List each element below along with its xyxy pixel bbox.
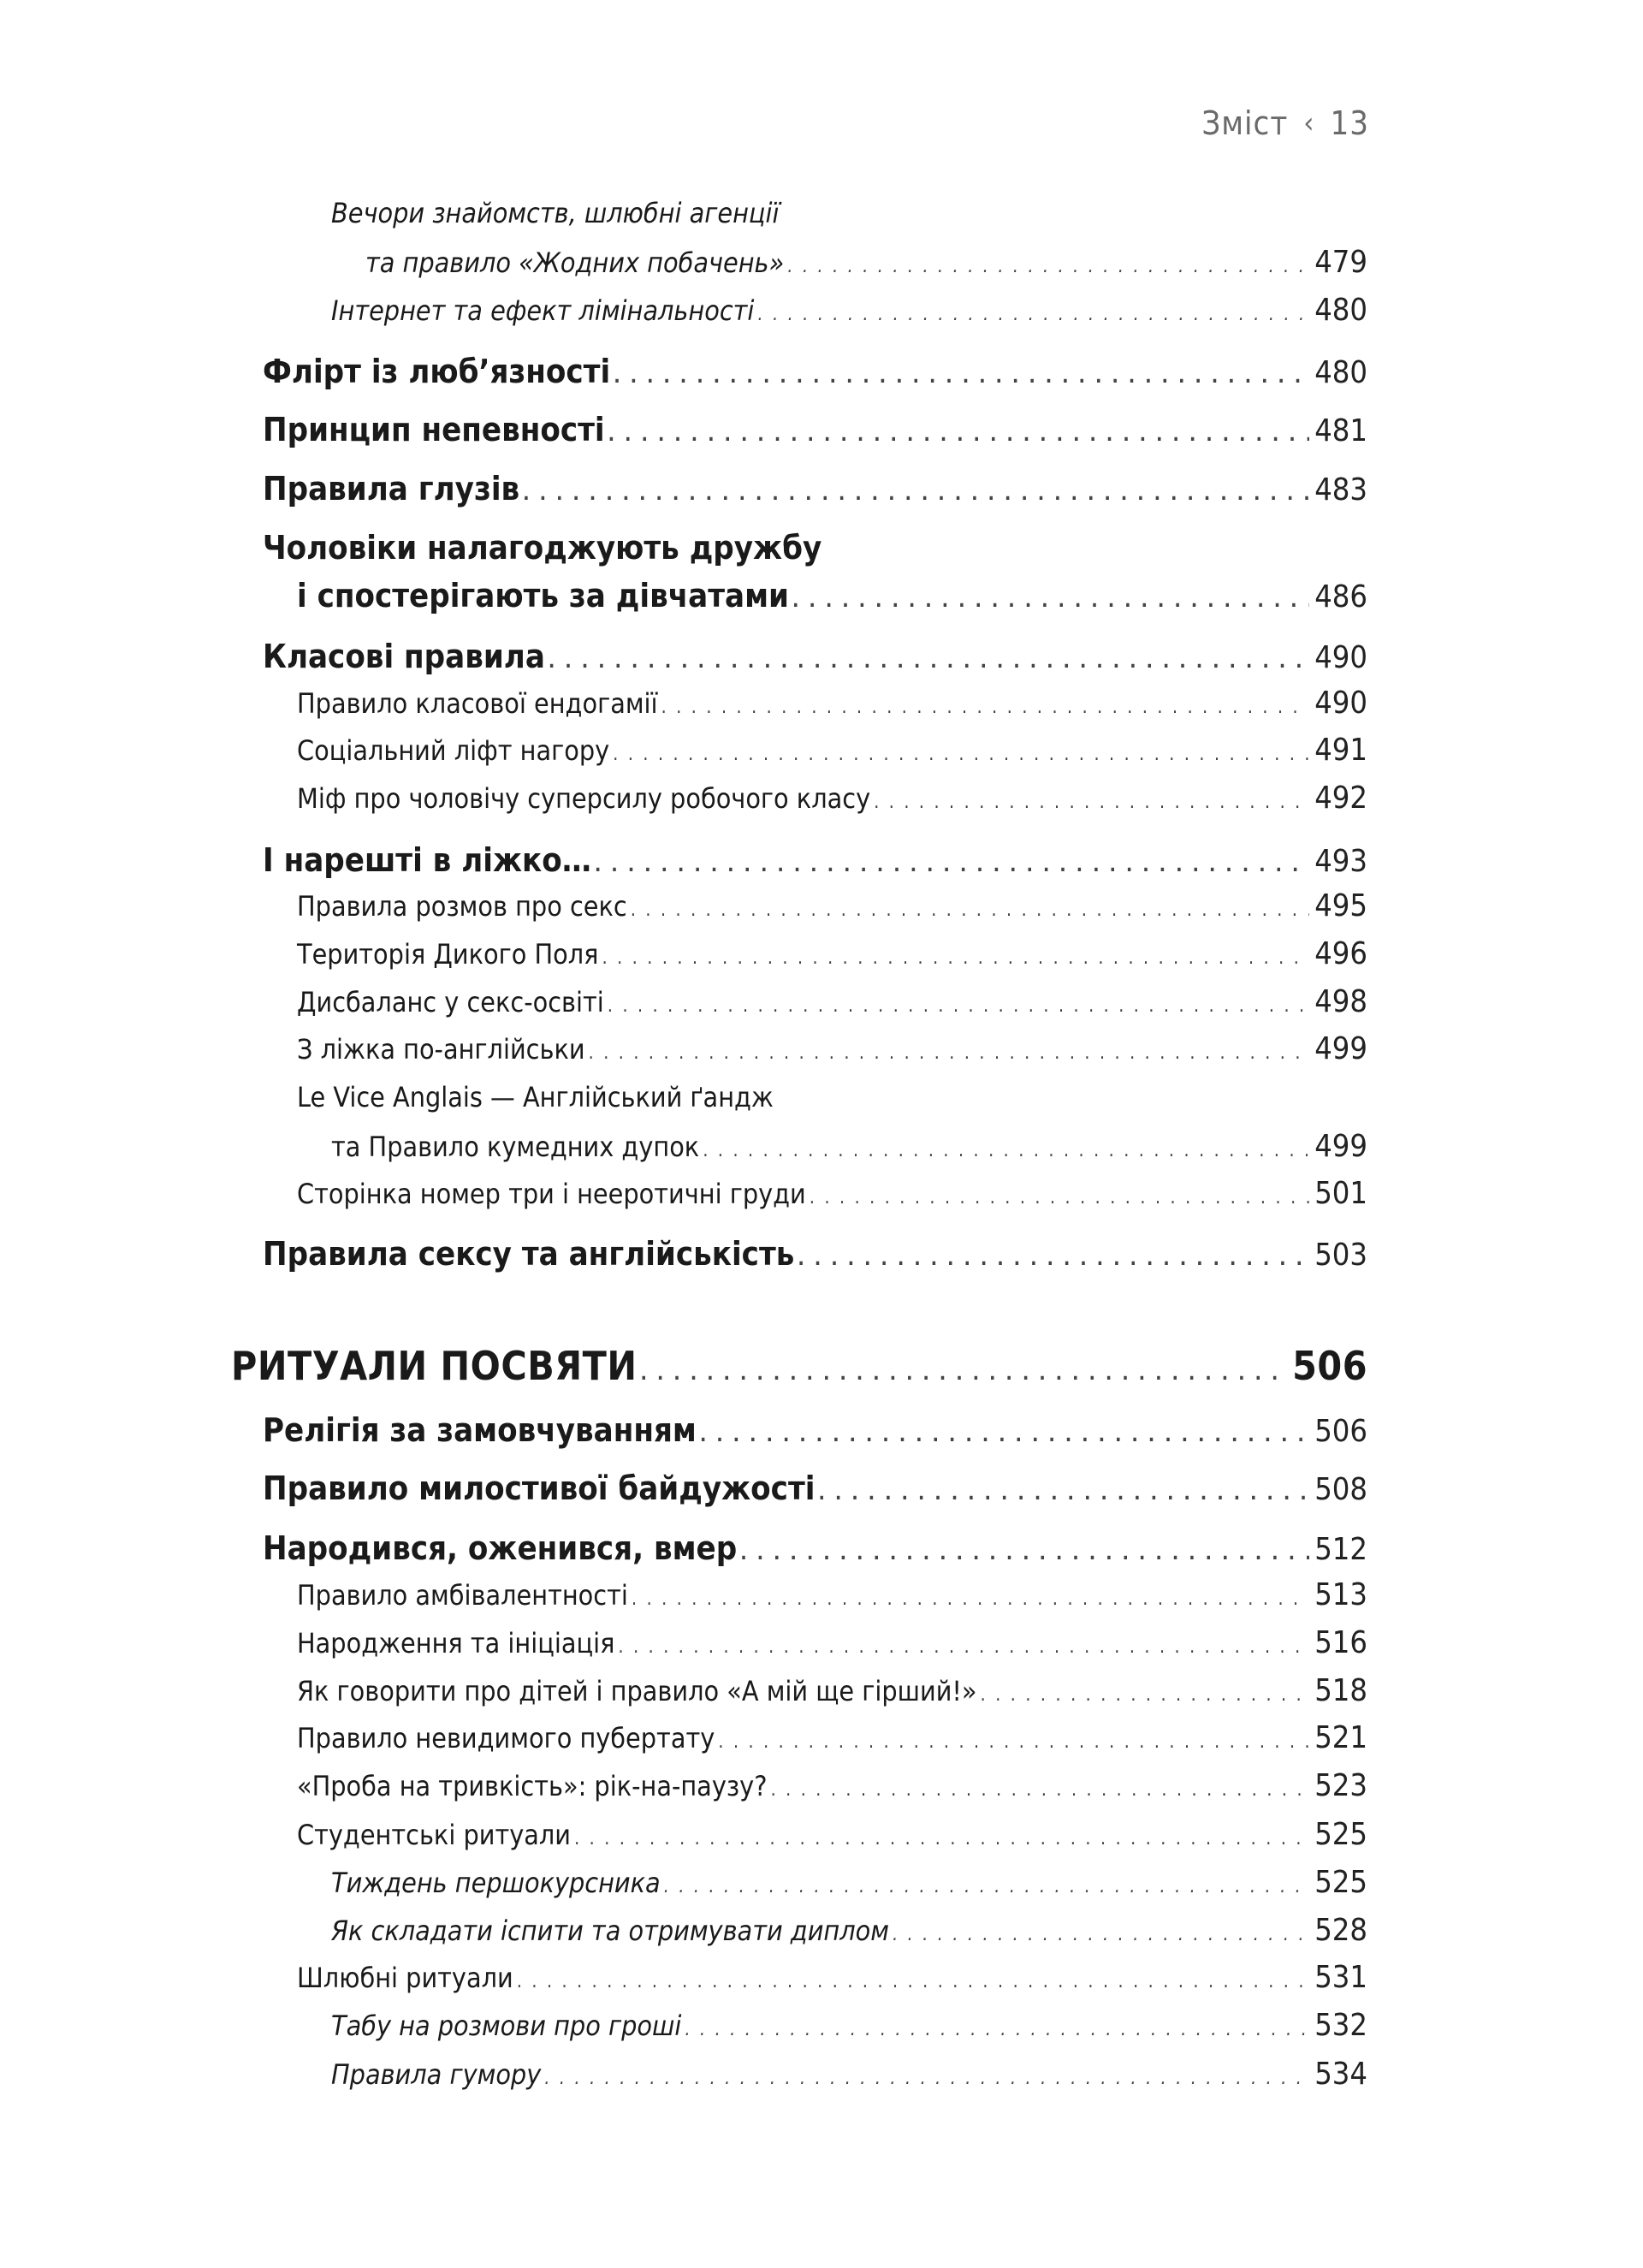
toc-entry-title: Сторінка номер три і нееротичні груди bbox=[297, 1178, 806, 1210]
toc-page-number: 481 bbox=[1314, 413, 1367, 448]
toc-page-number: 513 bbox=[1314, 1577, 1367, 1612]
dot-leader bbox=[718, 1733, 1309, 1752]
toc-entry[interactable] bbox=[297, 1768, 1367, 1803]
toc-page-number: 506 bbox=[1314, 1414, 1367, 1449]
toc-page-number: 499 bbox=[1314, 1031, 1367, 1066]
toc-page-number: 501 bbox=[1314, 1176, 1367, 1211]
toc-page-number: 486 bbox=[1314, 579, 1367, 614]
dot-leader bbox=[810, 1189, 1309, 1208]
toc-entry-title: Тиждень першокурсника bbox=[331, 1867, 661, 1899]
dot-leader bbox=[614, 368, 1309, 387]
toc-page-number: 480 bbox=[1314, 293, 1367, 328]
toc-entry-title: та правило «Жодних побачень» bbox=[365, 246, 785, 279]
toc-page-number: 518 bbox=[1314, 1673, 1367, 1708]
dot-leader bbox=[608, 426, 1310, 445]
toc-entry-title: Як складати іспити та отримувати диплом bbox=[331, 1915, 889, 1947]
toc-page-number: 480 bbox=[1314, 355, 1367, 390]
dot-leader bbox=[574, 1830, 1309, 1849]
toc-entry-title: та Правило кумедних дупок bbox=[331, 1131, 700, 1163]
toc-entry[interactable] bbox=[263, 470, 1367, 508]
toc-entry-title: Як говорити про дітей і правило «А мій ще гірший!» bbox=[297, 1675, 977, 1707]
running-header-section: Зміст bbox=[1201, 104, 1289, 142]
toc-page-number: 516 bbox=[1314, 1625, 1367, 1660]
toc-page-number: 506 bbox=[1292, 1343, 1367, 1389]
toc-entry[interactable] bbox=[263, 1529, 1367, 1567]
toc-entry[interactable] bbox=[331, 2008, 1367, 2043]
toc-page-number: 498 bbox=[1314, 984, 1367, 1019]
toc-page-number: 491 bbox=[1314, 733, 1367, 768]
toc-entry-title: Територія Дикого Поля bbox=[297, 938, 599, 971]
toc-entry[interactable] bbox=[263, 1235, 1367, 1273]
toc-entry[interactable] bbox=[331, 2057, 1367, 2092]
running-header bbox=[1201, 104, 1369, 142]
toc-entry-title: Правила глузів bbox=[263, 470, 520, 508]
toc-page-number: 503 bbox=[1314, 1238, 1367, 1273]
toc-entry-title: З ліжка по-англійськи bbox=[297, 1033, 585, 1066]
dot-leader bbox=[893, 1926, 1309, 1944]
toc-entry[interactable] bbox=[331, 293, 1367, 328]
toc-entry[interactable] bbox=[331, 1865, 1367, 1900]
toc-entry-title: Правила сексу та англійськість bbox=[263, 1235, 795, 1273]
toc-entry[interactable] bbox=[297, 936, 1367, 971]
toc-entry[interactable] bbox=[297, 577, 1367, 614]
toc-page-number: 532 bbox=[1314, 2008, 1367, 2043]
dot-leader bbox=[632, 1590, 1309, 1609]
toc-page-number: 512 bbox=[1314, 1532, 1367, 1567]
dot-leader bbox=[523, 485, 1309, 504]
toc-entry[interactable] bbox=[297, 1817, 1367, 1852]
dot-leader bbox=[631, 901, 1309, 920]
toc-entry-title: Правила розмов про секс bbox=[297, 890, 627, 923]
toc-entry-title: Дисбаланс у секс-освіті bbox=[297, 986, 604, 1018]
toc-page-number: 492 bbox=[1314, 781, 1367, 816]
dot-leader bbox=[770, 1781, 1309, 1800]
toc-page-number: 525 bbox=[1314, 1865, 1367, 1900]
toc-entry-title: Правила гумору bbox=[331, 2058, 542, 2091]
toc-entry[interactable] bbox=[297, 781, 1367, 816]
toc-entry-title: Правило невидимого пубертату bbox=[297, 1722, 715, 1754]
toc-entry-title: «Проба на тривкість»: рік-на-паузу? bbox=[297, 1770, 768, 1802]
toc-entry[interactable] bbox=[297, 1673, 1367, 1708]
toc-entry-title: Міф про чоловічу суперсилу робочого класу bbox=[297, 782, 871, 815]
toc-entry[interactable] bbox=[297, 1625, 1367, 1660]
dot-leader bbox=[549, 653, 1309, 672]
toc-entry-title: Флірт із люб’язності bbox=[263, 353, 611, 390]
toc-entry[interactable] bbox=[297, 888, 1367, 923]
toc-page-number: 490 bbox=[1314, 640, 1367, 675]
toc-entry-title: Правило милостивої байдужості bbox=[263, 1469, 816, 1507]
toc-entry[interactable] bbox=[263, 1469, 1367, 1507]
toc-page-number: 483 bbox=[1314, 472, 1367, 508]
toc-entry[interactable] bbox=[263, 353, 1367, 390]
dot-leader bbox=[595, 857, 1309, 876]
toc-entry[interactable] bbox=[365, 245, 1367, 280]
toc-entry[interactable] bbox=[297, 1577, 1367, 1612]
toc-entry-title: І нарешті в ліжко… bbox=[263, 841, 591, 879]
dot-leader bbox=[613, 745, 1309, 764]
toc-part-heading[interactable] bbox=[231, 1343, 1367, 1389]
toc-entry[interactable] bbox=[331, 1913, 1367, 1948]
toc-entry[interactable] bbox=[263, 1411, 1367, 1449]
toc-entry[interactable] bbox=[297, 686, 1367, 721]
toc-entry-title: Студентські ритуали bbox=[297, 1819, 571, 1851]
toc-page-number: 490 bbox=[1314, 686, 1367, 721]
toc-entry-title: Правило амбівалентності bbox=[297, 1579, 628, 1612]
toc-page-number: 496 bbox=[1314, 936, 1367, 971]
toc-entry-title: Шлюбні ритуали bbox=[297, 1962, 513, 1994]
toc-entry[interactable] bbox=[263, 411, 1367, 448]
toc-entry[interactable] bbox=[331, 1129, 1367, 1164]
dot-leader bbox=[874, 793, 1309, 812]
toc-entry-title: Класові правила bbox=[263, 638, 545, 675]
toc-page-number: 508 bbox=[1314, 1472, 1367, 1507]
toc-entry[interactable] bbox=[263, 841, 1367, 879]
toc-entry-title: Інтернет та ефект лімінальності bbox=[331, 294, 755, 327]
dot-leader bbox=[544, 2069, 1309, 2088]
toc-entry-line: Вечори знайомств, шлюбні агенції bbox=[331, 197, 780, 229]
dot-leader bbox=[664, 1878, 1310, 1897]
dot-leader bbox=[661, 698, 1310, 717]
toc-entry[interactable] bbox=[297, 1960, 1367, 1995]
dot-leader bbox=[608, 997, 1309, 1016]
toc-page-number: 495 bbox=[1314, 888, 1367, 923]
toc-entry-title: і спостерігають за дівчатами bbox=[297, 577, 790, 614]
toc-page-number: 525 bbox=[1314, 1817, 1367, 1852]
toc-entry-title: Народження та ініціація bbox=[297, 1627, 615, 1659]
dot-leader bbox=[517, 1973, 1310, 1992]
toc-page-number: 499 bbox=[1314, 1129, 1367, 1164]
toc-entry[interactable] bbox=[297, 1720, 1367, 1755]
toc-page-number: 528 bbox=[1314, 1913, 1367, 1948]
dot-leader bbox=[792, 592, 1309, 611]
toc-entry-title: Табу на розмови про гроші bbox=[331, 2010, 682, 2042]
chevron-left-icon: ‹ bbox=[1303, 106, 1315, 140]
toc-entry[interactable] bbox=[297, 1031, 1367, 1066]
dot-leader bbox=[798, 1250, 1309, 1269]
toc-page-number: 531 bbox=[1314, 1960, 1367, 1995]
dot-leader bbox=[602, 949, 1309, 968]
dot-leader bbox=[703, 1142, 1309, 1161]
toc-entry-title: Правило класової ендогамії bbox=[297, 687, 658, 720]
dot-leader bbox=[618, 1638, 1309, 1657]
page-number: 13 bbox=[1330, 104, 1369, 142]
dot-leader bbox=[589, 1044, 1310, 1063]
dot-leader bbox=[740, 1545, 1309, 1564]
dot-leader bbox=[787, 258, 1309, 276]
toc-page-number: 523 bbox=[1314, 1768, 1367, 1803]
dot-leader bbox=[685, 2021, 1309, 2039]
toc-page-number: 534 bbox=[1314, 2057, 1367, 2092]
toc-entry[interactable] bbox=[297, 984, 1367, 1019]
toc-entry[interactable] bbox=[297, 1176, 1367, 1211]
toc-page-number: 521 bbox=[1314, 1720, 1367, 1755]
toc-entry[interactable] bbox=[297, 733, 1367, 768]
toc-entry-title: Принцип непевності bbox=[263, 411, 605, 448]
toc-entry-title: Соціальний ліфт нагору bbox=[297, 734, 610, 767]
toc-entry-title: РИТУАЛИ ПОСВЯТИ bbox=[231, 1343, 638, 1389]
toc-entry-line: Чоловіки налагоджують дружбу bbox=[263, 529, 822, 567]
dot-leader bbox=[818, 1485, 1309, 1504]
dot-leader bbox=[981, 1686, 1310, 1705]
toc-entry[interactable] bbox=[263, 638, 1367, 675]
toc-page-number: 479 bbox=[1314, 245, 1367, 280]
dot-leader bbox=[641, 1365, 1288, 1384]
dot-leader bbox=[700, 1427, 1309, 1446]
toc-entry-title: Народився, оженився, вмер bbox=[263, 1529, 738, 1567]
dot-leader bbox=[757, 306, 1309, 324]
toc-page-number: 493 bbox=[1314, 844, 1367, 879]
toc-entry-title: Релігія за замовчуванням bbox=[263, 1411, 697, 1449]
toc-entry-line: Le Vice Anglais — Англійський ґандж bbox=[297, 1081, 774, 1113]
